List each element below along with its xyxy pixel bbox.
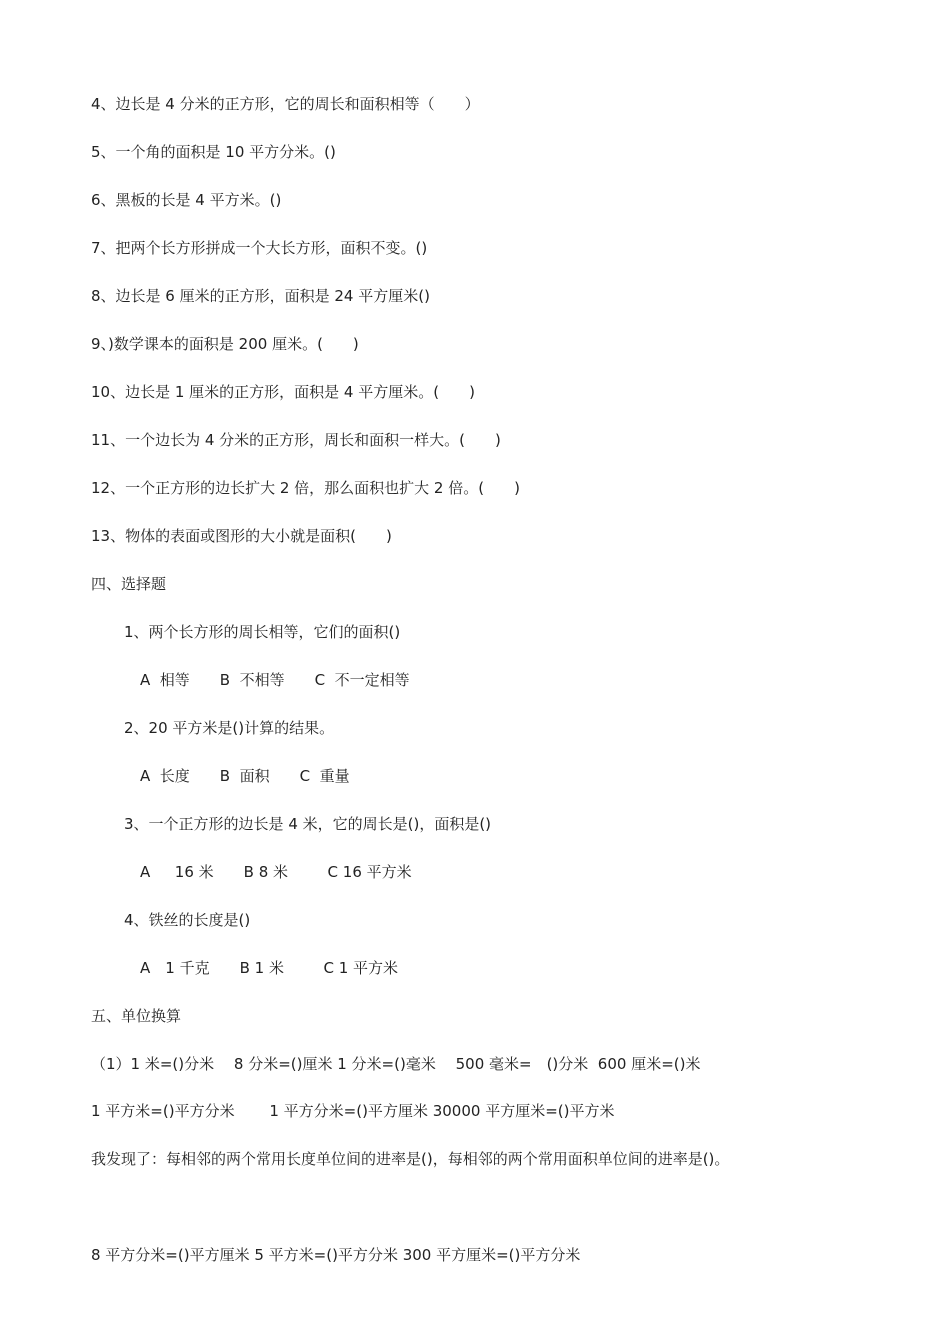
judgment-question-11: 11、一个边长为 4 分米的正方形，周长和面积一样大。( ) (91, 431, 501, 449)
conversion-length-row: （1）1 米=()分米 8 分米=()厘米 1 分米=()毫米 500 毫米= ()分米 600 厘米=()米 (91, 1055, 701, 1073)
judgment-question-9: 9、)数学课本的面积是 200 厘米。( ) (91, 335, 359, 353)
judgment-question-5: 5、一个角的面积是 10 平方分米。() (91, 143, 336, 161)
choice-options-1: A 相等 B 不相等 C 不一定相等 (140, 671, 410, 689)
section-heading-choice: 四、选择题 (91, 575, 167, 593)
judgment-question-6: 6、黑板的长是 4 平方米。() (91, 191, 282, 209)
choice-options-4: A 1 千克 B 1 米 C 1 平方米 (140, 959, 399, 977)
judgment-question-13: 13、物体的表面或图形的大小就是面积( ) (91, 527, 392, 545)
choice-question-1: 1、两个长方形的周长相等，它们的面积() (124, 623, 401, 641)
conversion-area-row: 1 平方米=()平方分米 1 平方分米=()平方厘米 30000 平方厘米=()平方米 (91, 1102, 615, 1120)
judgment-question-10: 10、边长是 1 厘米的正方形，面积是 4 平方厘米。( ) (91, 383, 475, 401)
judgment-question-7: 7、把两个长方形拼成一个大长方形，面积不变。() (91, 239, 428, 257)
choice-options-3: A 16 米 B 8 米 C 16 平方米 (140, 863, 412, 881)
choice-question-2: 2、20 平方米是()计算的结果。 (124, 719, 335, 737)
section-heading-conversion: 五、单位换算 (91, 1007, 182, 1025)
choice-options-2: A 长度 B 面积 C 重量 (140, 767, 350, 785)
judgment-question-4: 4、边长是 4 分米的正方形，它的周长和面积相等（ ） (91, 95, 480, 113)
discovery-statement: 我发现了：每相邻的两个常用长度单位间的进率是()，每相邻的两个常用面积单位间的进率是()。 (91, 1150, 730, 1168)
choice-question-4: 4、铁丝的长度是() (124, 911, 251, 929)
conversion-area-row-2: 8 平方分米=()平方厘米 5 平方米=()平方分米 300 平方厘米=()平方分米 (91, 1246, 581, 1264)
choice-question-3: 3、一个正方形的边长是 4 米，它的周长是()，面积是() (124, 815, 492, 833)
judgment-question-8: 8、边长是 6 厘米的正方形，面积是 24 平方厘米() (91, 287, 430, 305)
judgment-question-12: 12、一个正方形的边长扩大 2 倍，那么面积也扩大 2 倍。( ) (91, 479, 520, 497)
